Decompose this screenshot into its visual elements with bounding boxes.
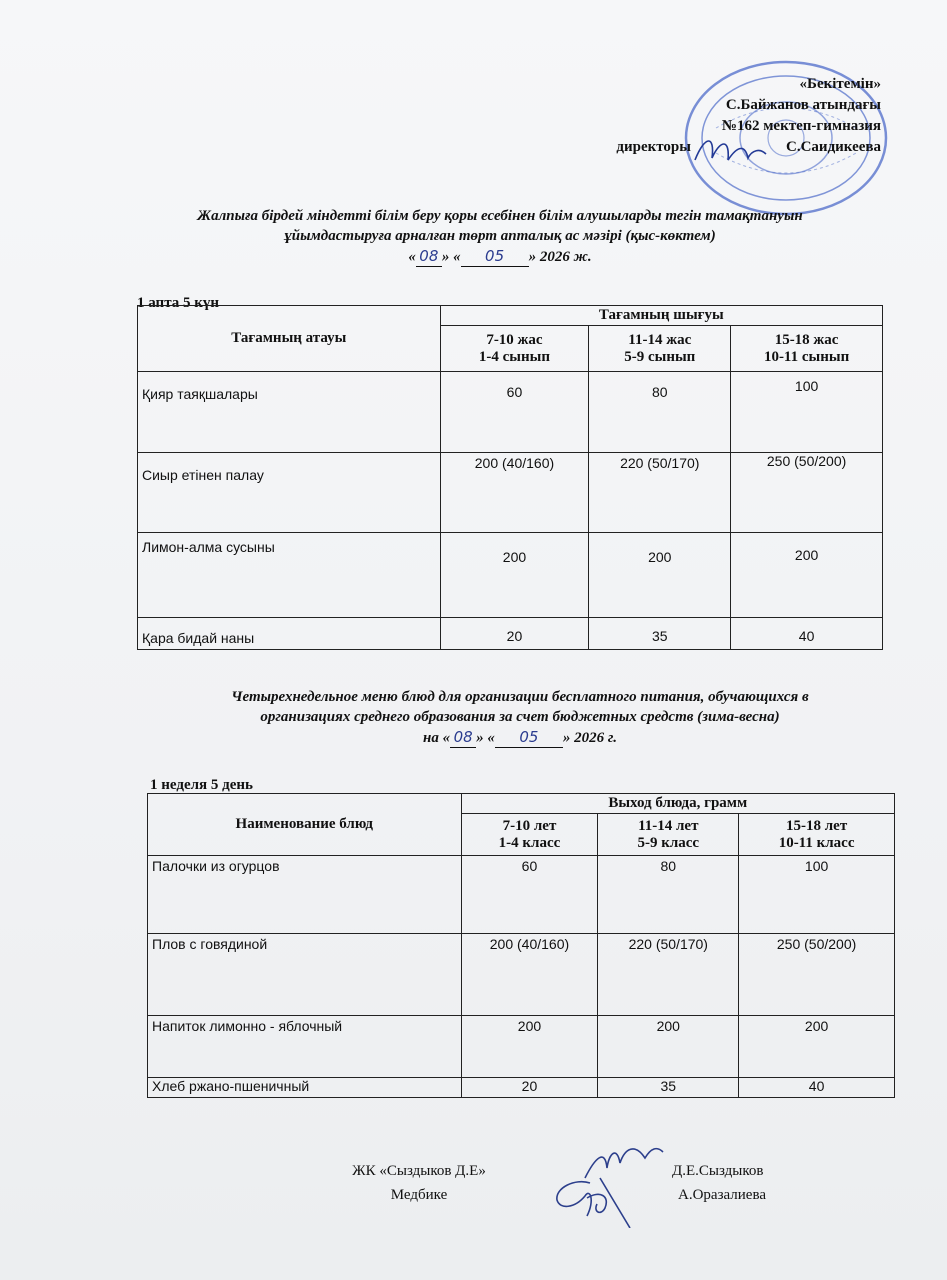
table-row: [138, 372, 883, 453]
kz-menu-table: [137, 305, 883, 650]
ru-date-day: 08: [450, 727, 476, 748]
approval-director-label: директоры: [616, 139, 691, 155]
dish-value: 250 (50/200): [731, 453, 883, 533]
footer-org: ЖК «Сыздыков Д.Е»: [352, 1163, 486, 1179]
footer-signatures: [545, 1138, 665, 1228]
kz-date-day: 08: [416, 246, 442, 267]
ru-week-label: 1 неделя 5 день: [150, 777, 253, 793]
dish-name: Напиток лимонно - яблочный: [148, 1016, 462, 1078]
dish-value: 40: [731, 618, 883, 650]
dish-name: Плов с говядиной: [148, 934, 462, 1016]
kz-date-line: « 08 » « 05 » 2026 ж.: [408, 247, 592, 265]
dish-name: Лимон-алма сусыны: [138, 533, 441, 618]
table-row: [138, 453, 883, 533]
dish-value: 40: [739, 1078, 895, 1098]
kz-header-name: Тағамның атауы: [138, 306, 441, 372]
dish-value: 200 (40/160): [461, 934, 598, 1016]
footer-left: [334, 1159, 504, 1207]
dish-name: Қара бидай наны: [138, 618, 441, 650]
footer-role: Медбике: [390, 1187, 448, 1203]
dish-name: Қияр таяқшалары: [138, 372, 441, 453]
kz-date-month: 05: [461, 246, 529, 267]
table-row: [138, 533, 883, 618]
ru-title-line-1: Четырехнедельное меню блюд для организации бесплатного питания, обучающихся в: [231, 689, 809, 705]
dish-name: Палочки из огурцов: [148, 856, 462, 934]
ru-header-output: Выход блюда, грамм: [461, 794, 894, 814]
kz-title: [120, 206, 880, 267]
dish-value: 80: [598, 856, 739, 934]
dish-value: 35: [598, 1078, 739, 1098]
ru-title: [140, 687, 900, 748]
dish-name: Хлеб ржано-пшеничный: [148, 1078, 462, 1098]
dish-value: 220 (50/170): [598, 934, 739, 1016]
kz-title-line-2: ұйымдастыруға арналған төрт апталық ас мәзірі (қыс-көктем): [284, 228, 716, 244]
dish-value: 200 (40/160): [440, 453, 589, 533]
footer-name-1: Д.Е.Сыздыков: [672, 1163, 764, 1179]
table-row: [148, 934, 895, 1016]
kz-header-output: Тағамның шығуы: [440, 306, 882, 326]
dish-value: 200: [731, 533, 883, 618]
dish-value: 20: [461, 1078, 598, 1098]
ru-date-line: на « 08 » « 05 » 2026 г.: [423, 728, 617, 746]
director-signature: [690, 130, 770, 170]
dish-value: 200: [598, 1016, 739, 1078]
kz-col-header: 11-14 жас 5-9 сынып: [589, 326, 731, 372]
dish-value: 20: [440, 618, 589, 650]
dish-value: 200: [440, 533, 589, 618]
dish-value: 60: [440, 372, 589, 453]
dish-value: 100: [739, 856, 895, 934]
approval-line-3: №162 мектеп-гимназия: [721, 118, 881, 134]
kz-week-label: 1 апта 5 күн: [137, 295, 220, 311]
footer-name-2: А.Оразалиева: [678, 1187, 767, 1203]
kz-col-header: 15-18 жас 10-11 сынып: [731, 326, 883, 372]
dish-name: Сиыр етінен палау: [138, 453, 441, 533]
ru-col-header: 7-10 лет 1-4 класс: [461, 814, 598, 856]
dish-value: 35: [589, 618, 731, 650]
ru-header-name: Наименование блюд: [148, 794, 462, 856]
ru-col-header: 15-18 лет 10-11 класс: [739, 814, 895, 856]
dish-value: 100: [731, 372, 883, 453]
ru-date-month: 05: [495, 727, 563, 748]
dish-value: 220 (50/170): [589, 453, 731, 533]
table-row: [138, 618, 883, 650]
dish-value: 250 (50/200): [739, 934, 895, 1016]
dish-value: 200: [739, 1016, 895, 1078]
table-row: [148, 1078, 895, 1098]
kz-col-header: 7-10 жас 1-4 сынып: [440, 326, 589, 372]
approval-line-1: «Бекітемін»: [799, 76, 881, 92]
dish-value: 200: [461, 1016, 598, 1078]
approval-line-2: С.Байжанов атындағы: [725, 97, 881, 113]
dish-value: 200: [589, 533, 731, 618]
table-row: [148, 1016, 895, 1078]
approval-director-name: С.Саидикеева: [786, 139, 881, 155]
ru-title-line-2: организациях среднего образования за счет бюджетных средств (зима-весна): [260, 709, 780, 725]
table-row: [148, 856, 895, 934]
kz-title-line-1: Жалпыға бірдей міндетті білім беру қоры есебінен білім алушыларды тегін тамақтануын: [197, 208, 803, 224]
dish-value: 80: [589, 372, 731, 453]
dish-value: 60: [461, 856, 598, 934]
ru-col-header: 11-14 лет 5-9 класс: [598, 814, 739, 856]
footer-right: [672, 1159, 766, 1207]
ru-menu-table: [147, 793, 895, 1098]
